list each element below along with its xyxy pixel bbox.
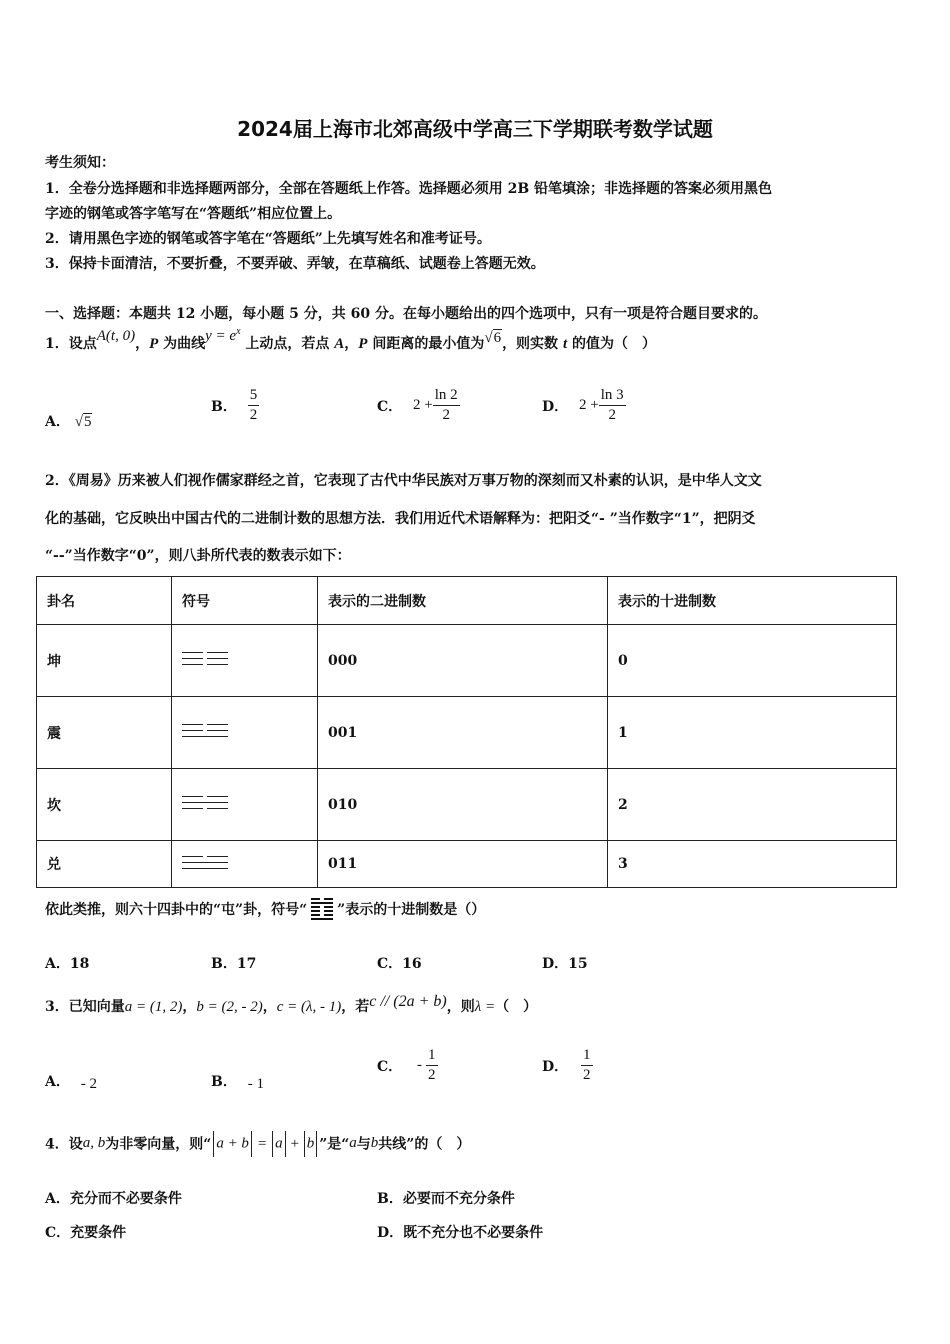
q2-follow-up	[45, 896, 485, 922]
q1-sqrt-value: √6	[484, 330, 502, 346]
q1-text: 1．设点	[45, 336, 97, 352]
q3-vector-b: b = (2, - 2)	[196, 999, 263, 1015]
q1-option-a[interactable]	[45, 411, 92, 431]
q1-text: 上动点，若点	[240, 336, 335, 352]
q1-text: ，	[135, 336, 150, 352]
gua-symbol-kan-icon	[172, 769, 318, 841]
q4-var: a	[349, 1134, 357, 1151]
q1-option-d[interactable]	[542, 386, 626, 425]
gua-decimal: 0	[608, 625, 897, 697]
q2-line: 2．《周易》历来被人们视作儒家群经之首，它表现了古代中华民族对万事万物的深刻而又朴素的认识，是中华人文文	[45, 473, 762, 489]
table-header-row	[37, 577, 897, 625]
gua-decimal: 2	[608, 769, 897, 841]
q3-text: ，	[182, 999, 197, 1015]
q2-text: ”表示的十进制数是（）	[337, 902, 486, 918]
option-radicand: 5	[83, 414, 92, 430]
q1-var: t	[562, 336, 568, 352]
option-label: A．	[45, 1074, 70, 1090]
q3-vector-a: a = (1, 2)	[124, 999, 183, 1015]
abs-a: a	[275, 1135, 283, 1152]
q4-option-a[interactable]: A．充分而不必要条件	[45, 1191, 182, 1207]
option-label: D．	[542, 398, 569, 415]
fraction-denominator: 2	[428, 1067, 436, 1083]
option-fraction	[248, 386, 260, 425]
q1-var: P	[358, 336, 368, 352]
option-prefix: 2 +	[579, 397, 599, 413]
gua-name: 兑	[37, 841, 172, 888]
option-label: B．	[211, 1074, 237, 1090]
q1-curve-exp: x	[236, 326, 241, 337]
page-title: 2024届上海市北郊高级中学高三下学期联考数学试题	[237, 117, 713, 141]
gua-symbol-zhen-icon	[172, 697, 318, 769]
q2-option-b[interactable]: B．17	[211, 956, 257, 972]
q3-text: ，	[262, 999, 277, 1015]
notice-item: 2．请用黑色字迹的钢笔或答字笔在“答题纸”上先填写姓名和准考证号。	[45, 231, 491, 247]
q4-text: ”是“	[319, 1136, 350, 1153]
option-label: C．	[377, 1058, 403, 1075]
gua-name: 震	[37, 697, 172, 769]
table-row	[37, 769, 897, 841]
option-label: C．	[377, 398, 403, 415]
question-3	[45, 993, 538, 1016]
q4-option-d[interactable]: D．既不充分也不必要条件	[377, 1225, 544, 1241]
option-value: - 1	[247, 1076, 264, 1092]
option-sign: -	[417, 1057, 423, 1073]
gua-name: 坤	[37, 625, 172, 697]
fraction-numerator: 1	[426, 1046, 438, 1066]
option-label: A．	[45, 414, 70, 430]
notice-heading: 考生须知：	[45, 155, 115, 171]
question-4	[45, 1131, 470, 1157]
option-value: √5	[74, 414, 92, 430]
q2-line: “--”当作数字“0”，则八卦所代表的数表示如下：	[45, 548, 351, 564]
q3-option-a[interactable]	[45, 1071, 97, 1091]
q4-text: 4．设	[45, 1136, 83, 1153]
q3-vector-c: c = (λ, - 1)	[276, 999, 342, 1015]
q1-text: 间距离的最小值为	[367, 336, 485, 352]
gua-binary: 001	[318, 697, 608, 769]
q1-option-b[interactable]	[211, 386, 259, 425]
q3-text: 3．已知向量	[45, 999, 125, 1015]
plus-sign: +	[289, 1135, 300, 1152]
q2-option-d[interactable]: D．15	[542, 956, 588, 972]
q1-point-a: A(t, 0)	[96, 328, 136, 344]
gua-binary: 000	[318, 625, 608, 697]
gua-name: 坎	[37, 769, 172, 841]
q3-text: ，则	[446, 999, 475, 1015]
notice-item: 3．保持卡面清洁，不要折叠，不要弄破、弄皱，在草稿纸、试题卷上答题无效。	[45, 256, 545, 272]
notice-item: 1．全卷分选择题和非选择题两部分，全部在答题纸上作答。选择题必须用 2B 铅笔填涂；非选择题的答案必须用黑色	[45, 181, 773, 197]
q4-vectors: a, b	[82, 1134, 106, 1151]
fraction-numerator: 5	[248, 386, 260, 406]
q4-text: 共线”的（ ）	[378, 1136, 471, 1153]
q2-line: 化的基础，它反映出中国古代的二进制计数的思想方法．我们用近代术语解释为：把阳爻“- ”当作数字“1”，把阴爻	[45, 511, 756, 527]
q2-option-a[interactable]: A．18	[45, 956, 90, 972]
gua-symbol-kun-icon	[172, 625, 318, 697]
q4-option-c[interactable]: C．充要条件	[45, 1225, 127, 1241]
gua-decimal: 3	[608, 841, 897, 888]
q4-var: b	[370, 1134, 379, 1151]
q1-curve	[205, 328, 240, 344]
bagua-table	[36, 576, 897, 888]
q3-option-d[interactable]	[542, 1046, 593, 1085]
option-fraction	[426, 1046, 438, 1085]
q3-text: （ ）	[495, 999, 538, 1015]
table-header: 表示的十进制数	[608, 577, 897, 625]
q3-option-c[interactable]	[377, 1046, 438, 1085]
fraction-numerator: ln 3	[599, 386, 626, 406]
q4-abs-expression	[211, 1131, 319, 1157]
table-row	[37, 841, 897, 888]
option-label: B．	[211, 398, 237, 415]
fraction-denominator: 2	[583, 1067, 591, 1083]
q3-condition: c // (2a + b)	[369, 993, 447, 1010]
q1-text: ，	[344, 336, 359, 352]
option-fraction	[599, 386, 626, 425]
abs-b: b	[306, 1135, 315, 1152]
gua-symbol-dui-icon	[172, 841, 318, 888]
q1-sqrt-radicand: 6	[493, 330, 502, 346]
option-label: D．	[542, 1058, 569, 1075]
gua-decimal: 1	[608, 697, 897, 769]
q3-option-b[interactable]	[211, 1071, 264, 1091]
table-header: 卦名	[37, 577, 172, 625]
fraction-numerator: ln 2	[433, 386, 460, 406]
q1-var: P	[149, 336, 159, 352]
equals-sign: =	[256, 1135, 268, 1152]
fraction-denominator: 2	[608, 407, 616, 423]
q2-option-c[interactable]: C．16	[377, 956, 422, 972]
table-header: 符号	[172, 577, 318, 625]
q4-text: 与	[356, 1136, 371, 1153]
fraction-numerator: 1	[581, 1046, 593, 1066]
table-row	[37, 697, 897, 769]
table-header: 表示的二进制数	[318, 577, 608, 625]
q3-lambda: λ =	[474, 999, 496, 1015]
q2-text: 依此类推，则六十四卦中的“屯”卦，符号“	[45, 902, 308, 918]
option-prefix: 2 +	[413, 397, 433, 413]
question-1	[45, 326, 656, 353]
q1-text: 为曲线	[158, 336, 206, 352]
tun-hexagram-icon	[311, 896, 333, 922]
section-heading: 一、选择题：本题共 12 小题，每小题 5 分，共 60 分。在每小题给出的四个选项中，只有一项是符合题目要求的。	[45, 306, 767, 322]
q1-option-c[interactable]	[377, 386, 460, 425]
option-value: - 2	[80, 1076, 97, 1092]
option-fraction	[581, 1046, 593, 1085]
table-row	[37, 625, 897, 697]
q1-text: 的值为（ ）	[567, 336, 656, 352]
q3-text: ，若	[341, 999, 370, 1015]
fraction-denominator: 2	[249, 407, 258, 423]
q4-option-b[interactable]: B．必要而不充分条件	[377, 1191, 515, 1207]
abs-sum: a + b	[216, 1135, 249, 1152]
gua-binary: 011	[318, 841, 608, 888]
q1-curve-base: y = e	[205, 328, 237, 344]
notice-item: 字迹的钢笔或答字笔写在“答题纸”相应位置上。	[45, 206, 342, 222]
option-fraction	[433, 386, 460, 425]
q1-text: ，则实数	[502, 336, 563, 352]
fraction-denominator: 2	[442, 407, 450, 423]
gua-binary: 010	[318, 769, 608, 841]
q4-text: 为非零向量，则“	[105, 1136, 212, 1153]
q1-var: A	[334, 336, 345, 352]
